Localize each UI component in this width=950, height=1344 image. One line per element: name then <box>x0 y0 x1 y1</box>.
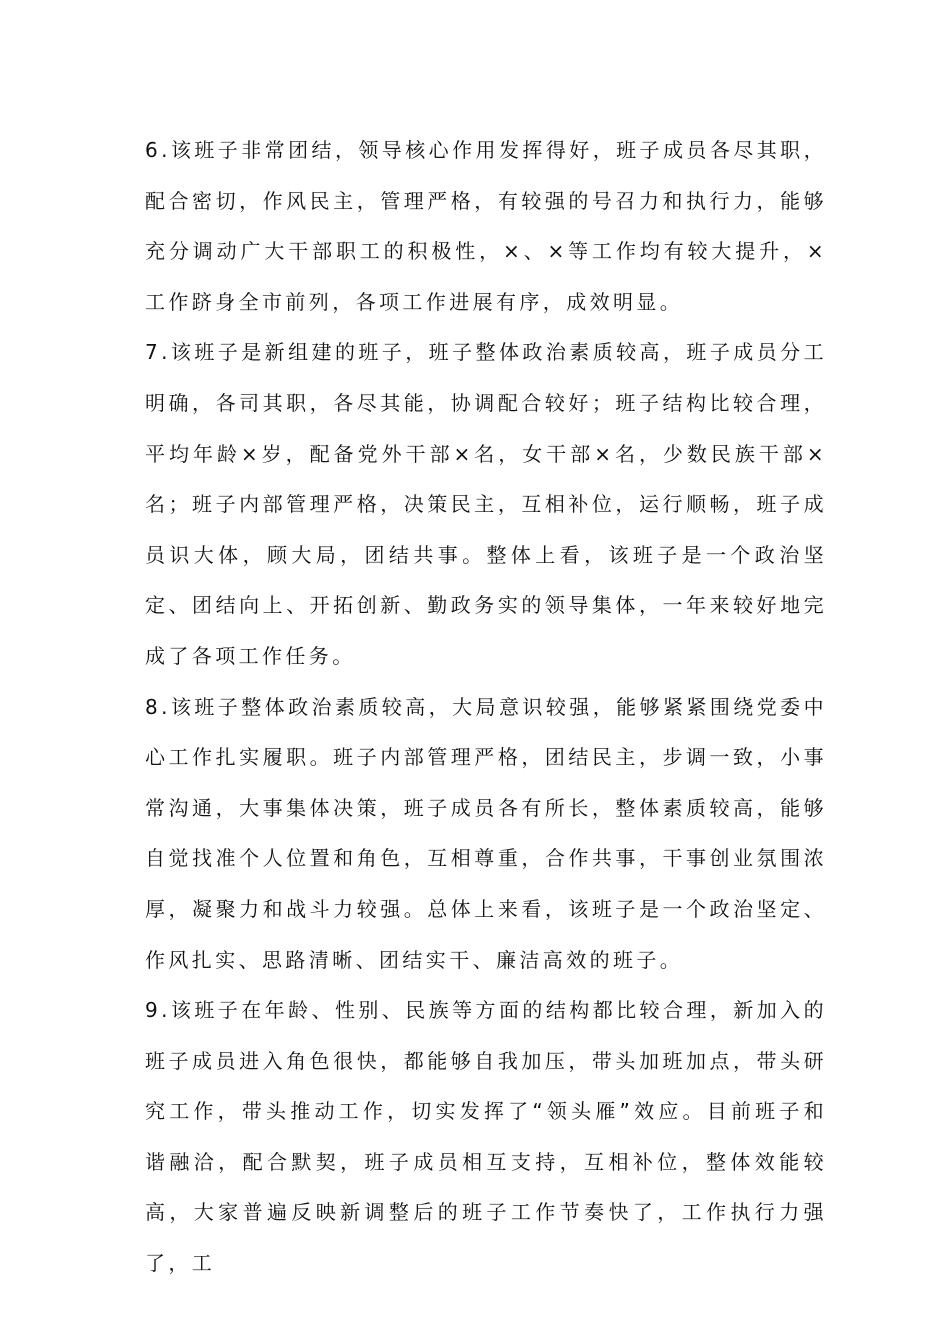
document-body <box>145 125 827 1289</box>
paragraph-7: 7.该班子是新组建的班子，班子整体政治素质较高，班子成员分工明确，各司其职，各尽其能，协调配合较好；班子结构比较合理，平均年龄×岁，配备党外干部×名，女干部×名，少数民族干部×名；班子内部管理严格，决策民主，互相补位，运行顺畅，班子成员识大体，顾大局，团结共事。整体上看，该班子是一个政治坚定、团结向上、开拓创新、勤政务实的领导集体，一年来较好地完成了各项工作任务。 <box>145 340 827 668</box>
paragraph-8: 8.该班子整体政治素质较高，大局意识较强，能够紧紧围绕党委中心工作扎实履职。班子内部管理严格，团结民主，步调一致，小事常沟通，大事集体决策，班子成员各有所长，整体素质较高，能够自觉找准个人位置和角色，互相尊重，合作共事，干事创业氛围浓厚，凝聚力和战斗力较强。总体上来看，该班子是一个政治坚定、作风扎实、思路清晰、团结实干、廉洁高效的班子。 <box>145 694 827 972</box>
paragraph-6: 6.该班子非常团结，领导核心作用发挥得好，班子成员各尽其职，配合密切，作风民主，管理严格，有较强的号召力和执行力，能够充分调动广大干部职工的积极性，×、×等工作均有较大提升，×工作跻身全市前列，各项工作进展有序，成效明显。 <box>145 138 827 314</box>
paragraph-9: 9.该班子在年龄、性别、民族等方面的结构都比较合理，新加入的班子成员进入角色很快，都能够自我加压，带头加班加点，带头研究工作，带头推动工作，切实发挥了“领头雁”效应。目前班子和谐融洽，配合默契，班子成员相互支持，互相补位，整体效能较高，大家普遍反映新调整后的班子工作节奏快了，工作执行力强了，工 <box>145 998 827 1276</box>
